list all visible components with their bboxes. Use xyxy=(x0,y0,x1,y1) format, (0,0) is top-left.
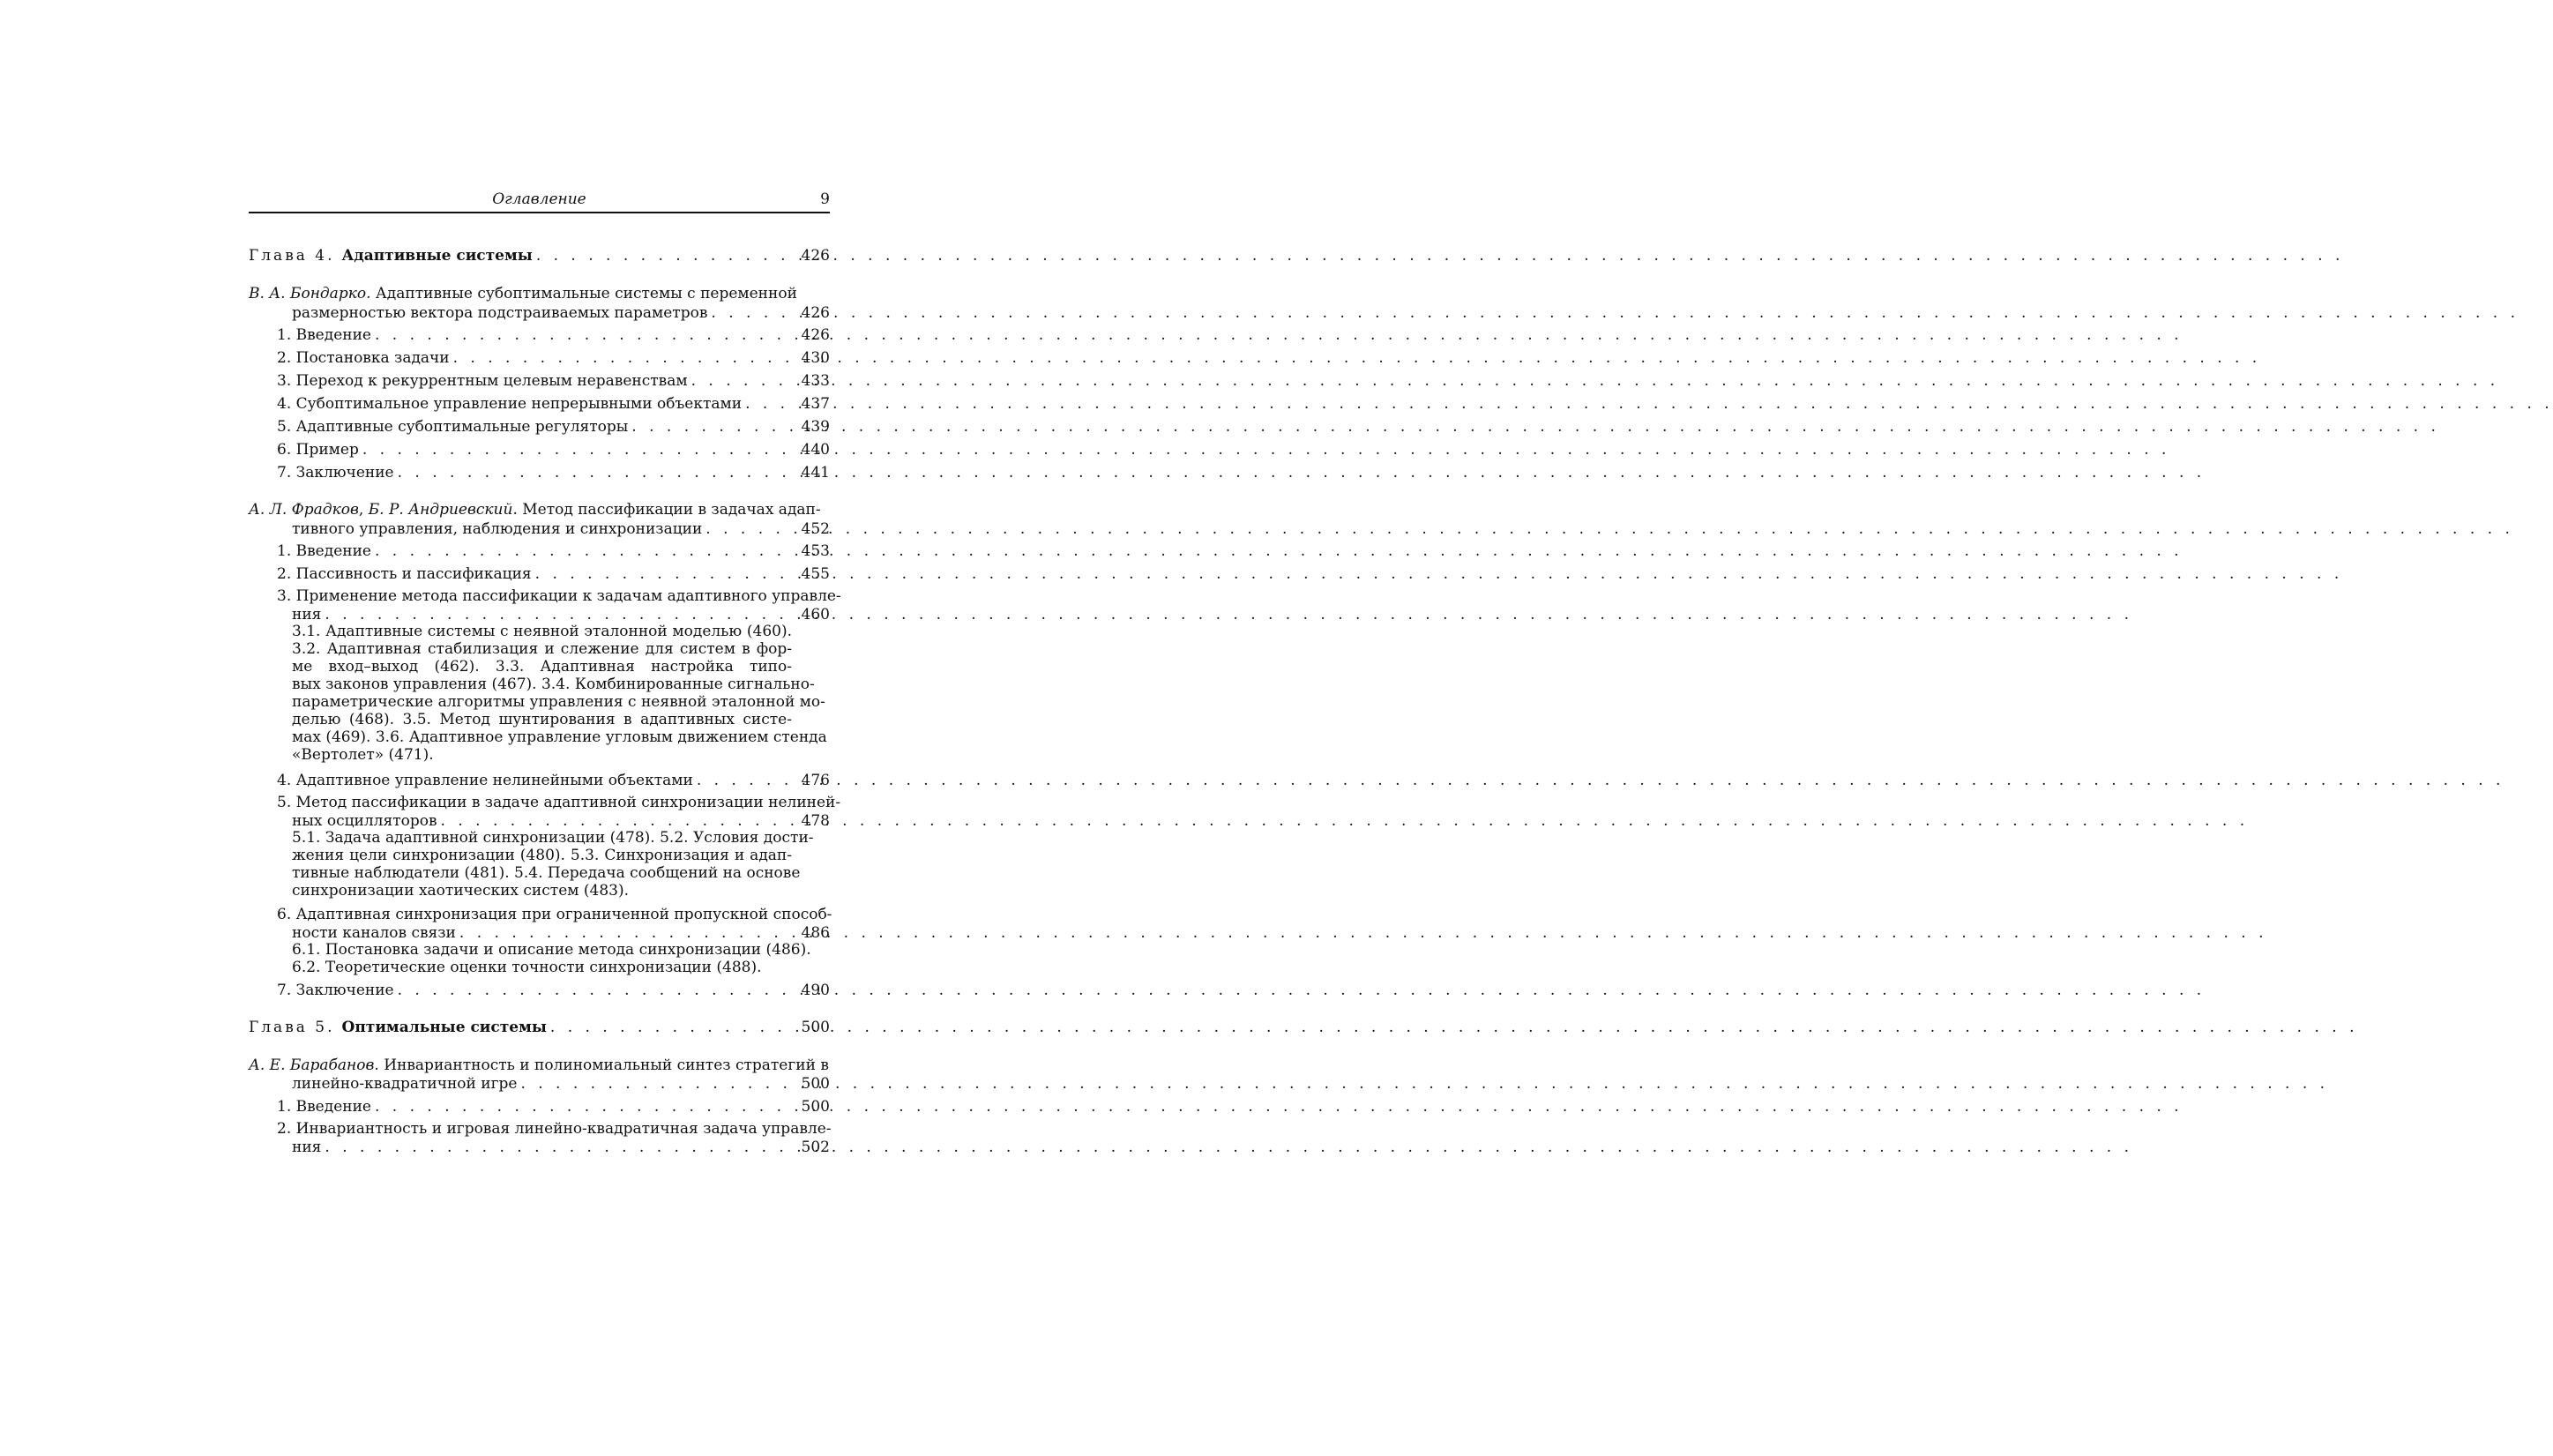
subsection-list-line: параметрические алгоритмы управления с неявной эталонной мо- xyxy=(292,693,825,711)
subsection-list-line: «Вертолет» (471). xyxy=(292,746,434,764)
subsection-list-line: 5.1. Задача адаптивной синхронизации (478). 5.2. Условия дости- xyxy=(292,829,814,847)
toc-section-6-line2[interactable]: ности каналов связи . . . 486 xyxy=(249,923,830,943)
toc-section-3-line2[interactable]: ния . . . 460 xyxy=(249,605,830,624)
article-page: 426 xyxy=(801,304,830,322)
article-2-title-line2[interactable]: тивного управления, наблюдения и синхронизации . . . 452 xyxy=(249,519,830,539)
toc-section[interactable]: 4. Субоптимальное управление непрерывными объектами . . . 437 xyxy=(249,394,830,414)
chapter-4-entry[interactable] xyxy=(249,246,830,265)
article-page: 500 xyxy=(801,1075,830,1093)
toc-section-5-line1[interactable]: 5. Метод пассификации в задаче адаптивной синхронизации нелиней- xyxy=(277,794,841,811)
subsection-list-line: 6.1. Постановка задачи и описание метода синхронизации (486). xyxy=(292,941,811,959)
article-1-title-line2[interactable]: размерностью вектора подстраиваемых параметров . . . 426 xyxy=(249,303,830,323)
toc-section-2-line1[interactable]: 2. Инвариантность и игровая линейно-квадратичная задача управле- xyxy=(277,1120,832,1138)
toc-section-5-line2[interactable]: ных осцилляторов . . . 478 xyxy=(249,811,830,831)
toc-section[interactable]: 1. Введение . . . 500 xyxy=(249,1097,830,1116)
article-author: Б. Р. Андриевский xyxy=(368,501,513,519)
article-3-title-line2[interactable]: линейно-квадратичной игре . . . 500 xyxy=(249,1074,830,1094)
subsection-list-line: 6.2. Теоретические оценки точности синхронизации (488). xyxy=(292,959,762,976)
subsection-list-line: жения цели синхронизации (480). 5.3. Синхронизация и адап- xyxy=(292,847,792,864)
toc-section-6-line1[interactable]: 6. Адаптивная синхронизация при ограниченной пропускной способ- xyxy=(277,906,832,923)
subsection-list-line: ме вход–выход (462). 3.3. Адаптивная настройка типо- xyxy=(292,658,792,676)
header-title: Оглавление xyxy=(492,190,586,208)
running-header xyxy=(249,190,830,213)
toc-section[interactable]: 3. Переход к рекуррентным целевым неравенствам . . . 433 xyxy=(249,371,830,391)
toc-section[interactable]: 5. Адаптивные субоптимальные регуляторы . . . 439 xyxy=(249,417,830,437)
subsection-list-line: 3.2. Адаптивная стабилизация и слежение для систем в фор- xyxy=(292,640,792,658)
chapter-title: Оптимальные системы xyxy=(341,1019,547,1036)
toc-section[interactable]: 2. Пассивность и пассификация . . . 455 xyxy=(249,564,830,584)
chapter-page: 426 xyxy=(801,247,830,265)
article-authors: А. Е. Барабанов xyxy=(249,1057,375,1074)
subsection-list-line: мах (469). 3.6. Адаптивное управление угловым движением стенда xyxy=(292,728,827,746)
chapter-label: Глава 5. xyxy=(249,1019,335,1036)
toc-section[interactable]: 6. Пример . . . 440 xyxy=(249,440,830,459)
subsection-list-line: делью (468). 3.5. Метод шунтирования в адаптивных систе- xyxy=(292,711,792,728)
toc-section-3-line1[interactable]: 3. Применение метода пассификации к задачам адаптивного управле- xyxy=(277,587,841,605)
subsection-list-line: тивные наблюдатели (481). 5.4. Передача сообщений на основе xyxy=(292,864,801,882)
chapter-label: Глава 4. xyxy=(249,247,335,265)
toc-page xyxy=(249,0,841,1456)
article-2-title-line1[interactable]: А. Л. Фрадков, Б. Р. Андриевский. Метод пассификации в задачах адап- xyxy=(249,501,821,519)
toc-section[interactable]: 2. Постановка задачи . . . 430 xyxy=(249,348,830,368)
chapter-5-entry[interactable] xyxy=(249,1018,830,1037)
header-page-number: 9 xyxy=(820,190,830,208)
toc-section[interactable]: 7. Заключение . . . 490 xyxy=(249,981,830,1000)
toc-section[interactable]: 1. Введение . . . 426 xyxy=(249,325,830,345)
subsection-list-line: 3.1. Адаптивные системы с неявной эталонной моделью (460). xyxy=(292,623,792,640)
toc-section-2-line2[interactable]: ния . . . 502 xyxy=(249,1138,830,1157)
subsection-list-line: вых законов управления (467). 3.4. Комбинированные сигнально- xyxy=(292,676,815,693)
article-author: А. Л. Фрадков xyxy=(249,501,359,519)
article-page: 452 xyxy=(801,520,830,538)
toc-section[interactable]: 4. Адаптивное управление нелинейными объектами . . . 476 xyxy=(249,771,830,790)
subsection-list-line: синхронизации хаотических систем (483). xyxy=(292,882,629,900)
toc-section[interactable]: 1. Введение . . . 453 xyxy=(249,541,830,561)
toc-section[interactable]: 7. Заключение . . . 441 xyxy=(249,463,830,482)
article-1-title-line1[interactable]: В. А. Бондарко. Адаптивные субоптимальные системы с переменной xyxy=(249,285,797,302)
chapter-title: Адаптивные системы xyxy=(341,247,533,265)
article-authors: В. А. Бондарко. xyxy=(249,285,371,302)
article-3-title-line1[interactable]: А. Е. Барабанов. Инвариантность и полиномиальный синтез стратегий в xyxy=(249,1057,829,1074)
chapter-page: 500 xyxy=(801,1019,830,1036)
